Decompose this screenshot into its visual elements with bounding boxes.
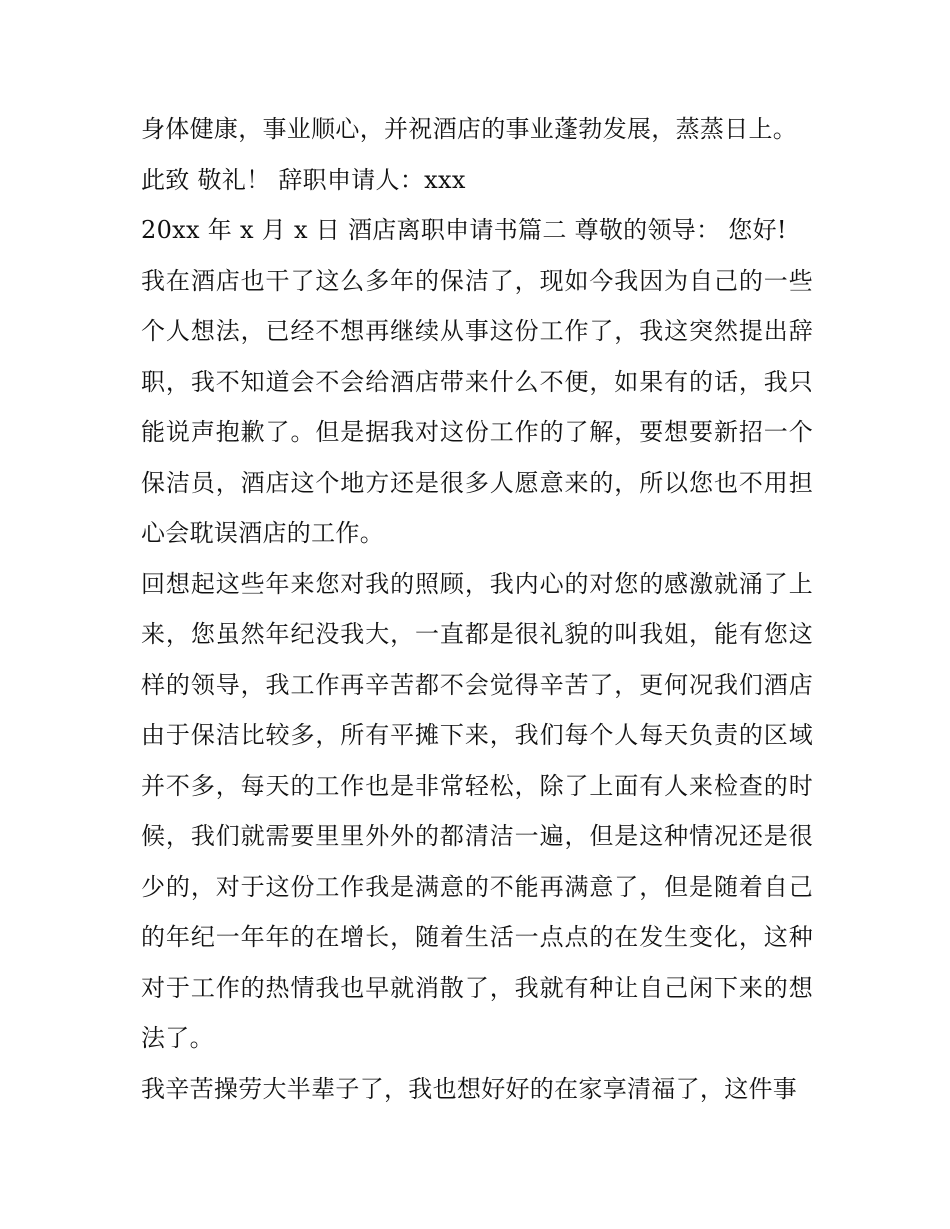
paragraph-retirement: 我辛苦操劳大半辈子了，我也想好好的在家享清福了，这件事 <box>141 1074 798 1103</box>
paragraph-gratitude: 回想起这些年来您对我的照顾，我内心的对您的感激就涌了上来，您虽然年纪没我大，一直都是很礼貌的叫我姐，能有您这样的领导，我工作再辛苦都不会觉得辛苦了，更何况我们酒店由于保洁比较多，所有平摊下来，我们每个人每天负责的区域并不多，每天的工作也是非常轻松，除了上面有人来检查的时候，我们就需要里里外外的都清洁一遍，但是这种情况还是很少的，对于这份工作我是满意的不能再满意了，但是随着自己的年纪一年年的在增长，随着生活一点点的在发生变化，这种对于工作的热情我也早就消散了，我就有种让自己闲下来的想法了。 <box>141 569 813 1052</box>
closing-wishes-line: 身体健康，事业顺心，并祝酒店的事业蓬勃发展，蒸蒸日上。 <box>141 115 798 143</box>
date-and-heading-line: 20xx 年 x 月 x 日 酒店离职申请书篇二 尊敬的领导： 您好! <box>141 216 787 244</box>
salutation-signature-line: 此致 敬礼！ 辞职申请人：xxx <box>141 165 466 194</box>
paragraph-intro: 我在酒店也干了这么多年的保洁了，现如今我因为自己的一些个人想法，已经不想再继续从事这份工作了，我这突然提出辞职，我不知道会不会给酒店带来什么不便，如果有的话，我只能说声抱歉了。但是据我对这份工作的了解，要想要新招一个保洁员，酒店这个地方还是很多人愿意来的，所以您也不用担心会耽误酒店的工作。 <box>141 266 813 547</box>
document-body <box>141 104 813 1114</box>
